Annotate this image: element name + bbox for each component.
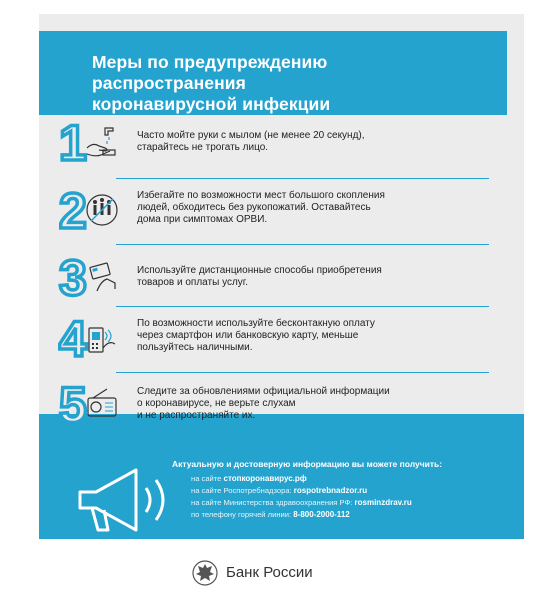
megaphone-icon	[70, 458, 180, 546]
divider	[116, 244, 489, 245]
info-line-value: стопкоронавирус.рф	[223, 474, 307, 483]
tip-number: 2	[59, 183, 87, 239]
header-band	[39, 31, 507, 115]
divider	[116, 372, 489, 373]
tip-item	[51, 247, 476, 309]
info-line-label: на сайте Роспотребнадзора:	[191, 486, 294, 495]
tip-text: Часто мойте руки с мылом (не менее 20 секунд), старайтесь не трогать лицо.	[137, 130, 365, 153]
info-line-label: на сайте Министерства здравоохранения РФ:	[191, 498, 355, 507]
tip-number: 4	[59, 311, 87, 367]
info-line-value: 8-800-2000-112	[293, 510, 350, 519]
tip-number: 1	[59, 115, 87, 171]
info-line-hotline	[191, 510, 350, 519]
tip-item	[51, 374, 476, 436]
brand-name: Банк России	[226, 564, 313, 581]
crowd-icon	[85, 190, 119, 230]
info-line-value: rosminzdrav.ru	[354, 498, 412, 507]
divider	[116, 178, 489, 179]
card-payment-icon	[85, 257, 119, 297]
handwash-icon	[85, 122, 119, 162]
tip-item	[51, 180, 476, 242]
tip-item	[51, 112, 476, 174]
info-line-label: по телефону горячей линии:	[191, 510, 294, 519]
divider	[116, 306, 489, 307]
tip-text: Избегайте по возможности мест большого скопления людей, обходитесь без рукопожатий. Оставайтесь дома при симптомах ОРВИ.	[137, 190, 385, 225]
tip-item	[51, 308, 476, 370]
tip-text: Следите за обновлениями официальной информации о коронавирусе, не верьте слухам и не распространяйте их.	[137, 386, 390, 421]
info-line-label: на сайте	[191, 474, 224, 483]
tip-number: 3	[59, 250, 87, 306]
info-title: Актуальную и достоверную информацию вы можете получить:	[172, 459, 443, 469]
radio-icon	[85, 384, 119, 424]
info-line-site	[191, 474, 307, 483]
bank-eagle-emblem-icon	[192, 559, 218, 587]
contactless-payment-icon	[85, 318, 119, 358]
info-line-rospotrebnadzor	[191, 486, 367, 495]
info-line-minzdrav	[191, 498, 412, 507]
info-line-value: rospotrebnadzor.ru	[293, 486, 368, 495]
tip-text: Используйте дистанционные способы приобретения товаров и оплаты услуг.	[137, 265, 382, 288]
poster-title: Меры по предупреждению распространения коронавирусной инфекции	[92, 52, 331, 114]
tip-number: 5	[59, 377, 87, 433]
tip-text: По возможности используйте бесконтакную оплату через смартфон или банковскую карту, меньше пользуйтесь наличными.	[137, 318, 375, 353]
